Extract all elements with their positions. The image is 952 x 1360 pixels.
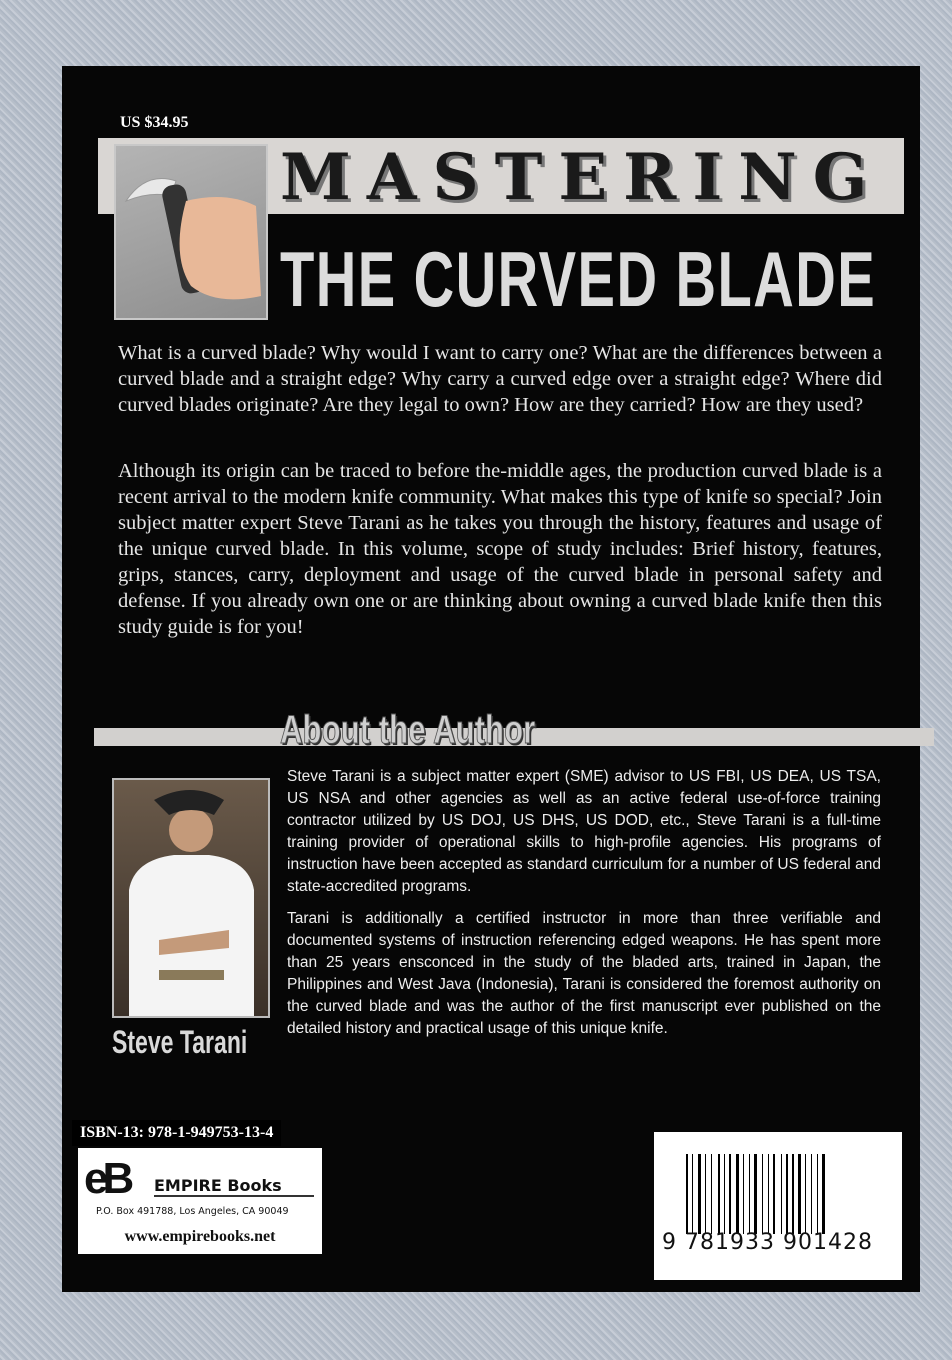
publisher-url[interactable]: www.empirebooks.net bbox=[124, 1228, 276, 1245]
knife-photo bbox=[114, 144, 268, 320]
publisher-address: P.O. Box 491788, Los Angeles, CA 90049 bbox=[96, 1206, 289, 1217]
back-cover bbox=[62, 66, 920, 1292]
title-line1: MASTERING bbox=[280, 140, 884, 215]
isbn: ISBN-13: 978-1-949753-13-4 bbox=[72, 1120, 281, 1146]
barcode-bars bbox=[654, 1132, 902, 1280]
price: US $34.95 bbox=[120, 114, 189, 131]
description-paragraph: Although its origin can be traced to before the-middle ages, the production curved blade is a recent arrival to the modern knife community. What makes this type of knife so special? Join subject matter expert Steve Tarani as he takes you through the history, features and usage of the unique curved blade. In this volume, scope of study includes: Brief history, features, grips, stances, carry, deployment and usage of the curved blade in personal safety and defense. If you already own one or are thinking about owning a curved blade knife then this study guide is for you! bbox=[118, 460, 882, 638]
barcode-digits: 9 781933 901428 bbox=[662, 1230, 873, 1255]
author-heading: About the Author bbox=[280, 708, 536, 752]
publisher-logo: eB bbox=[84, 1154, 129, 1203]
description-paragraph: What is a curved blade? Why would I want to carry one? What are the differences between a curved blade and a straight edge? Why carry a curved edge over a straight edge? Where did curved blades originate? Are they legal to own? How are they carried? How are they used? bbox=[118, 342, 882, 416]
title-line2: THE CURVED BLADE bbox=[280, 235, 877, 323]
author-photo bbox=[112, 778, 270, 1018]
publisher-name: EMPIRE Books bbox=[154, 1176, 314, 1197]
author-bio-paragraph: Steve Tarani is a subject matter expert (SME) advisor to US FBI, US DEA, US TSA, US NSA and other agencies as well as an active federal use-of-force training contractor utilized by US DOJ, US DHS, US DOD, etc., Steve Tarani is a full-time training provider of operational skills to high-profile agencies. His programs of instruction have been accepted as standard curriculum for a number of US federal and state-accredited programs. bbox=[287, 768, 881, 895]
author-bio-paragraph: Tarani is additionally a certified instructor in more than three verifiable and documented systems of instruction referencing edged weapons. He has spent more than 25 years ensconced in the study of the bladed arts, trained in Japan, the Philippines and West Java (Indonesia), Tarani is considered the foremost authority on the curved blade and was the author of the first manuscript ever published on the detailed history and practical usage of this unique knife. bbox=[287, 910, 881, 1037]
publisher-box bbox=[78, 1148, 322, 1254]
barcode bbox=[654, 1132, 902, 1280]
author-name: Steve Tarani bbox=[112, 1024, 248, 1060]
